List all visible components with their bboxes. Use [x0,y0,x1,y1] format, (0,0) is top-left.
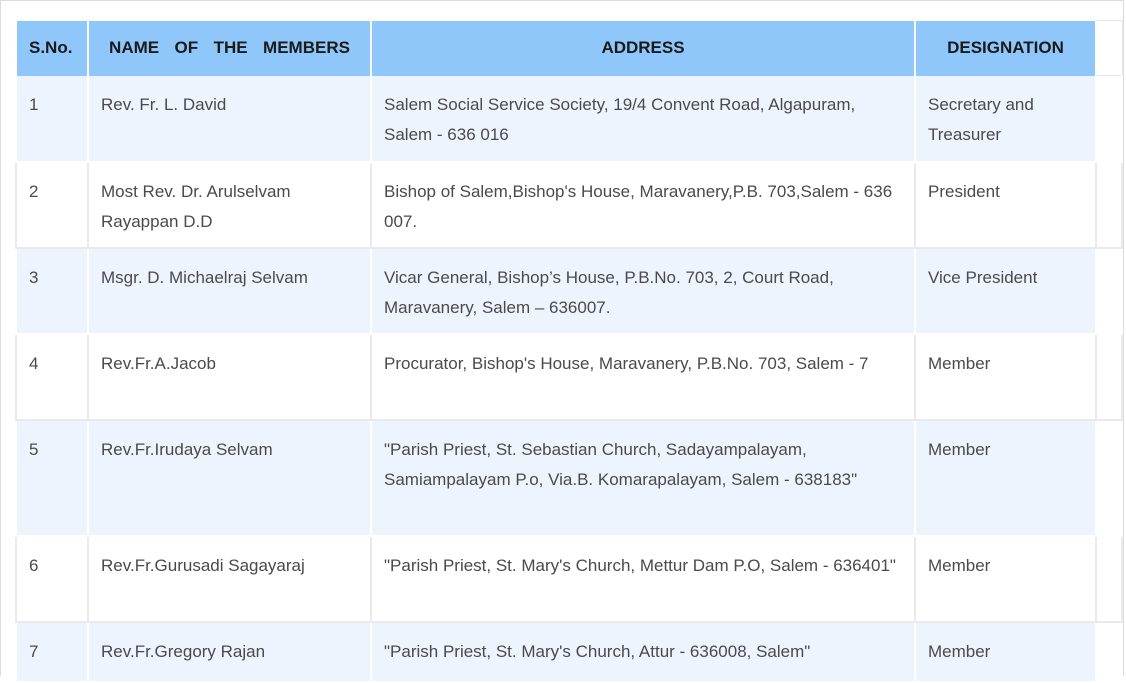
cell-spacer [1096,420,1122,536]
cell-name: Rev.Fr.A.Jacob [88,334,371,420]
table-row [16,420,1122,536]
cell-designation: Member [915,622,1096,682]
cell-designation: Secretary and Treasurer [915,76,1096,162]
cell-spacer [1096,536,1122,622]
cell-sno: 7 [16,622,88,682]
cell-designation: Member [915,536,1096,622]
members-table [15,20,1123,683]
cell-address: Bishop of Salem,Bishop's House, Maravanery,P.B. 703,Salem - 636 007. [371,162,915,248]
cell-sno: 4 [16,334,88,420]
cell-name: Rev.Fr.Gregory Rajan [88,622,371,682]
cell-spacer [1096,622,1122,682]
cell-address: "Parish Priest, St. Mary's Church, Attur - 636008, Salem" [371,622,915,682]
cell-name: Rev.Fr.Irudaya Selvam [88,420,371,536]
header-sno: S.No. [16,21,88,76]
table-row [16,76,1122,162]
cell-designation: President [915,162,1096,248]
cell-name: Rev. Fr. L. David [88,76,371,162]
cell-address: Procurator, Bishop's House, Maravanery, P.B.No. 703, Salem - 7 [371,334,915,420]
cell-spacer [1096,248,1122,334]
cell-address: Salem Social Service Society, 19/4 Convent Road, Algapuram, Salem - 636 016 [371,76,915,162]
table-row [16,162,1122,248]
cell-address: "Parish Priest, St. Mary's Church, Mettur Dam P.O, Salem - 636401" [371,536,915,622]
cell-sno: 5 [16,420,88,536]
cell-sno: 6 [16,536,88,622]
cell-designation: Vice President [915,248,1096,334]
header-name: NAME OF THE MEMBERS [88,21,371,76]
cell-name: Most Rev. Dr. Arulselvam Rayappan D.D [88,162,371,248]
cell-designation: Member [915,420,1096,536]
cell-sno: 3 [16,248,88,334]
table-row [16,334,1122,420]
cell-name: Msgr. D. Michaelraj Selvam [88,248,371,334]
cell-sno: 1 [16,76,88,162]
cell-address: Vicar General, Bishop’s House, P.B.No. 703, 2, Court Road, Maravanery, Salem – 636007. [371,248,915,334]
cell-spacer [1096,76,1122,162]
header-spacer [1096,21,1122,76]
table-row [16,536,1122,622]
cell-sno: 2 [16,162,88,248]
header-designation: DESIGNATION [915,21,1096,76]
cell-designation: Member [915,334,1096,420]
cell-address: "Parish Priest, St. Sebastian Church, Sadayampalayam, Samiampalayam P.o, Via.B. Komarapalayam, Salem - 638183" [371,420,915,536]
cell-spacer [1096,162,1122,248]
table-row [16,248,1122,334]
cell-spacer [1096,334,1122,420]
cell-name: Rev.Fr.Gurusadi Sagayaraj [88,536,371,622]
header-address: ADDRESS [371,21,915,76]
table-row [16,622,1122,682]
table-header-row [16,21,1122,76]
